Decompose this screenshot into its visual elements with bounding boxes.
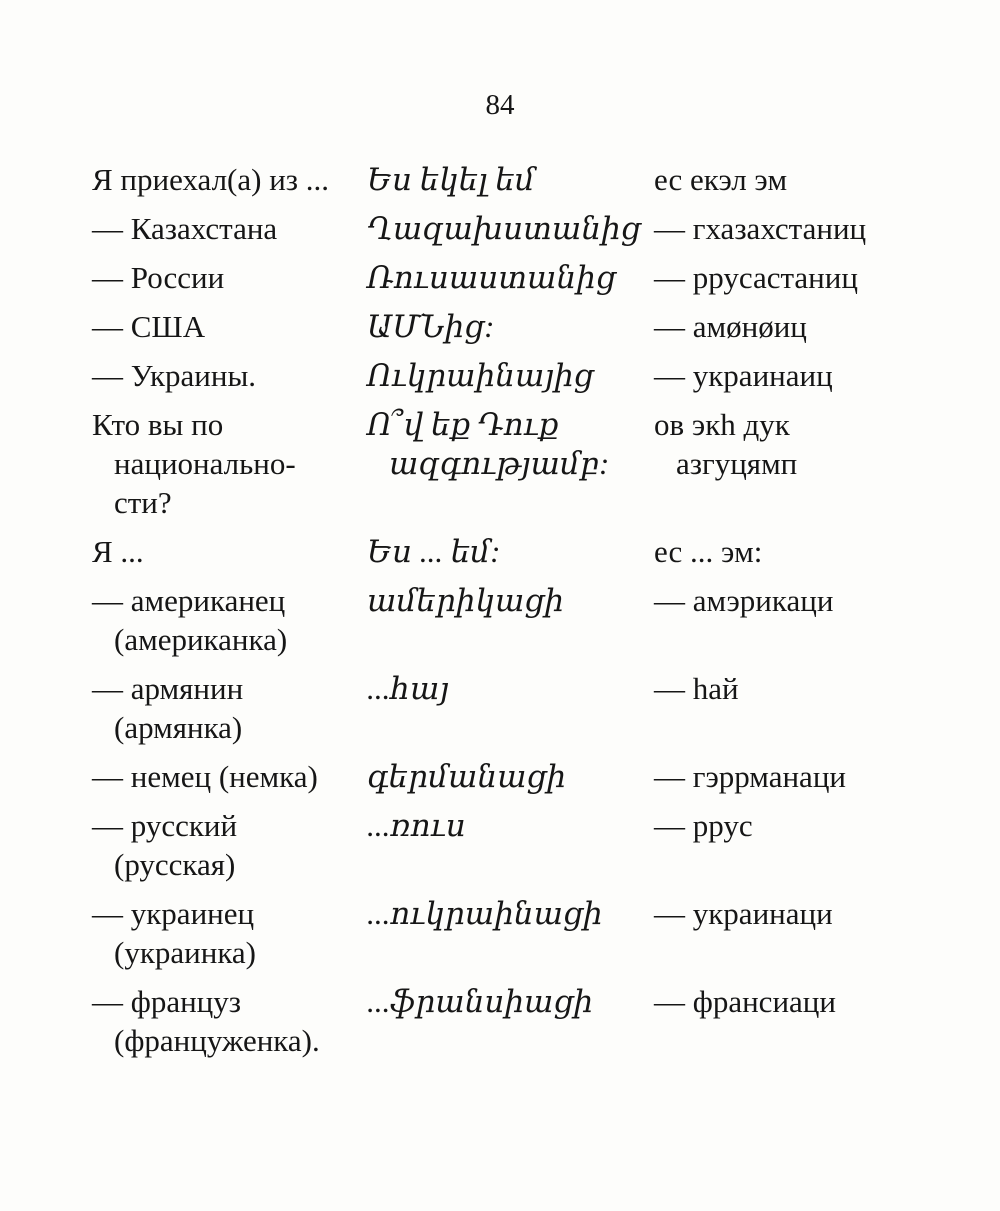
russian-line: Я приехал(а) из ... — [92, 162, 330, 197]
transcription-line: — амøнøиц — [654, 309, 807, 344]
russian-line: (француженка). — [114, 1023, 320, 1058]
armenian-line: Ես ... եմ: — [367, 534, 501, 569]
russian-phrase — [92, 532, 367, 571]
transcription — [654, 258, 949, 297]
armenian-phrase — [367, 757, 654, 796]
phrase-row — [92, 982, 952, 1060]
armenian-phrase — [367, 806, 654, 845]
armenian-phrase — [367, 160, 654, 199]
transcription — [654, 160, 949, 199]
armenian-phrase — [367, 982, 654, 1021]
armenian-line: ...հայ — [367, 671, 449, 706]
armenian-phrase — [367, 307, 654, 346]
phrase-row — [92, 757, 952, 796]
transcription-line: — һай — [654, 671, 739, 706]
russian-line: (русская) — [114, 847, 236, 882]
phrase-row — [92, 581, 952, 659]
russian-phrase — [92, 757, 367, 796]
russian-line: — США — [92, 309, 206, 344]
russian-line: — армянин — [92, 671, 244, 706]
russian-phrase — [92, 209, 367, 248]
armenian-line: Ղազախստանից — [367, 211, 641, 246]
russian-phrase — [92, 356, 367, 395]
armenian-line: ...ֆրանսիացի — [367, 984, 594, 1019]
armenian-line: ամերիկացի — [367, 583, 564, 618]
transcription-line: ес екэл эм — [654, 162, 788, 197]
russian-phrase — [92, 160, 367, 199]
transcription — [654, 356, 949, 395]
armenian-line: Ես եկել եմ — [367, 162, 535, 197]
russian-phrase — [92, 894, 367, 972]
armenian-line: ԱՄՆից: — [367, 309, 495, 344]
armenian-phrase — [367, 532, 654, 571]
phrase-row — [92, 160, 952, 199]
transcription — [654, 806, 949, 845]
phrase-row — [92, 209, 952, 248]
russian-phrase — [92, 806, 367, 884]
russian-line: — Украины. — [92, 358, 257, 393]
transcription — [654, 405, 949, 483]
transcription-line: ес ... эм: — [654, 534, 763, 569]
russian-line: сти? — [114, 485, 172, 520]
armenian-line: Ուկրաինայից — [367, 358, 594, 393]
transcription — [654, 669, 949, 708]
armenian-line: Ռուսաստանից — [367, 260, 616, 295]
russian-phrase — [92, 581, 367, 659]
russian-phrase — [92, 258, 367, 297]
transcription — [654, 307, 949, 346]
transcription-line: ов экһ дук — [654, 407, 790, 442]
transcription-line: азгуцямп — [676, 446, 798, 481]
phrase-table — [92, 160, 952, 1060]
armenian-phrase — [367, 405, 654, 483]
phrase-row — [92, 894, 952, 972]
transcription-line: — ррусастаниц — [654, 260, 858, 295]
phrase-row — [92, 258, 952, 297]
russian-line: Я ... — [92, 534, 144, 569]
page-number: 84 — [485, 89, 515, 121]
transcription — [654, 209, 949, 248]
transcription-line: — украинаци — [654, 896, 833, 931]
phrase-row — [92, 356, 952, 395]
armenian-line: ...ուկրաինացի — [367, 896, 603, 931]
russian-line: Кто вы по — [92, 407, 224, 442]
russian-phrase — [92, 405, 367, 522]
phrase-row — [92, 669, 952, 747]
russian-line: национально- — [114, 446, 296, 481]
phrase-row — [92, 405, 952, 522]
transcription-line: — гэррманаци — [654, 759, 846, 794]
armenian-line: գերմանացի — [367, 759, 567, 794]
armenian-phrase — [367, 356, 654, 395]
armenian-phrase — [367, 258, 654, 297]
russian-line: (украинка) — [114, 935, 256, 970]
transcription — [654, 532, 949, 571]
armenian-phrase — [367, 669, 654, 708]
russian-line: — француз — [92, 984, 242, 1019]
transcription-line: — амэрикаци — [654, 583, 834, 618]
transcription-line: — украинаиц — [654, 358, 833, 393]
phrase-row — [92, 806, 952, 884]
russian-phrase — [92, 307, 367, 346]
transcription-line: — ррус — [654, 808, 753, 843]
transcription — [654, 894, 949, 933]
russian-line: (армянка) — [114, 710, 243, 745]
armenian-line: ...ռուս — [367, 808, 466, 843]
transcription — [654, 757, 949, 796]
armenian-phrase — [367, 209, 654, 248]
transcription — [654, 581, 949, 620]
russian-phrase — [92, 669, 367, 747]
russian-phrase — [92, 982, 367, 1060]
russian-line: — американец — [92, 583, 286, 618]
armenian-phrase — [367, 581, 654, 620]
armenian-phrase — [367, 894, 654, 933]
armenian-line: ազգությամբ: — [389, 446, 610, 481]
russian-line: (американка) — [114, 622, 288, 657]
russian-line: — немец (немка) — [92, 759, 318, 794]
russian-line: — России — [92, 260, 225, 295]
russian-line: — Казахстана — [92, 211, 278, 246]
transcription-line: — гхазахстаниц — [654, 211, 867, 246]
transcription — [654, 982, 949, 1021]
armenian-line: Ո՞վ եք Դուք — [367, 407, 559, 442]
transcription-line: — франсиаци — [654, 984, 836, 1019]
phrase-row — [92, 532, 952, 571]
phrase-row — [92, 307, 952, 346]
russian-line: — украинец — [92, 896, 255, 931]
russian-line: — русский — [92, 808, 238, 843]
